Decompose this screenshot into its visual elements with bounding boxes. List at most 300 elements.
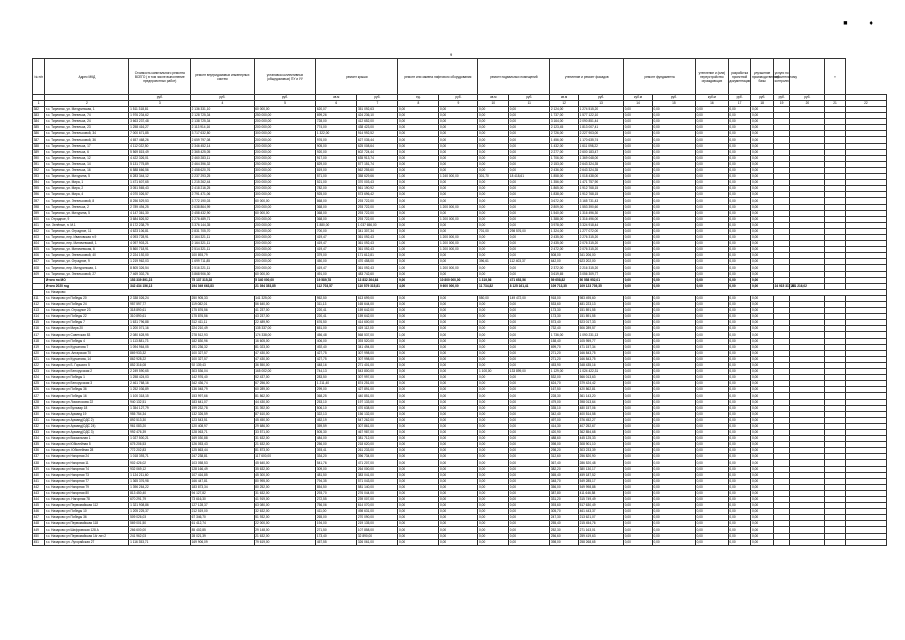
table-cell: 411,00 <box>316 509 357 515</box>
table-cell: 47 430,00 <box>254 356 316 362</box>
table-cell: 0,00 <box>751 192 774 198</box>
unit-cell: ед. <box>398 95 439 101</box>
table-cell: 199 232,78 <box>191 405 255 411</box>
table-cell: 0,00 <box>439 143 478 149</box>
table-cell: 415 <box>33 320 45 326</box>
table-cell: 0,00 <box>695 186 728 192</box>
table-cell: 308 901,10 <box>578 442 623 448</box>
table-cell: 0,00 <box>624 283 653 289</box>
table-cell: 1 100,00 <box>478 369 509 375</box>
table-cell: 361 092,43 <box>357 241 398 247</box>
table-cell: 293 722,00 <box>357 210 398 216</box>
table-cell: 442 <box>33 484 45 490</box>
table-cell: 424 236,10 <box>357 113 398 119</box>
table-cell: 0,00 <box>695 442 728 448</box>
table-cell: 0,00 <box>624 369 653 375</box>
table-cell: 0,00 <box>728 143 751 149</box>
table-cell: 0,00 <box>728 241 751 247</box>
table-cell: 976,00 <box>316 137 357 143</box>
table-cell: 0,00 <box>624 149 653 155</box>
table-cell: 19 589,78 <box>316 277 357 283</box>
table-cell: 0,00 <box>728 234 751 240</box>
table-cell: 446 <box>33 509 45 515</box>
table-cell: 1 094 964,05 <box>129 344 191 350</box>
table-cell: 1 838,00 <box>550 192 579 198</box>
table-cell: 427 <box>33 393 45 399</box>
table-cell: г.о. Тирлянск, ул. Мичурина, 5 <box>45 210 129 216</box>
table-cell: 419,47 <box>316 234 357 240</box>
table-cell: 0,00 <box>728 344 751 350</box>
table-cell: 80 995,00 <box>254 478 316 484</box>
table-cell: 1 706,00 <box>550 155 579 161</box>
table-cell: 0,00 <box>439 198 478 204</box>
table-cell: п.п. Зелёные, п. М.1 <box>45 222 129 228</box>
table-cell: 0,00 <box>652 107 695 113</box>
table-cell: 0,00 <box>624 119 653 125</box>
table-cell: 0,00 <box>439 350 478 356</box>
table-cell: 394 <box>33 180 45 186</box>
column-number-cell: 15 <box>652 101 695 107</box>
table-cell: 2 460 283,11 <box>191 155 255 161</box>
table-cell: г.о. Назарово ул Нагорная 80 <box>45 490 129 496</box>
table-cell: 2 791 471,06 <box>191 192 255 198</box>
table-cell: 0,00 <box>398 521 439 527</box>
table-cell: 0,00 <box>751 393 774 399</box>
table-cell: 393 <box>33 174 45 180</box>
table-cell: г.о. Назарово ул Юбилейная 5 <box>45 442 129 448</box>
table-cell: г.о. Назарово ул Нагорная 74 <box>45 466 129 472</box>
table-cell: 1 321 908,86 <box>129 503 191 509</box>
table-cell: 239 007,00 <box>357 497 398 503</box>
table-cell: 35 632,00 <box>254 466 316 472</box>
table-cell: 1 365 376,98 <box>129 478 191 484</box>
table-cell: 1 200 000,00 <box>439 265 478 271</box>
table-cell: 0,00 <box>624 234 653 240</box>
table-cell: 467 987,00 <box>357 429 398 435</box>
table-cell: 2 458 432,90 <box>191 210 255 216</box>
table-cell: 0,00 <box>728 399 751 405</box>
table-cell: 1 976 234,62 <box>129 113 191 119</box>
table-cell: 0,00 <box>509 131 550 137</box>
table-cell: 0,00 <box>695 234 728 240</box>
table-cell: 0,00 <box>509 308 550 314</box>
table-cell: 0,00 <box>652 241 695 247</box>
header-cell: утепление и (или) переустройство ограждающих <box>695 59 728 95</box>
table-cell: 581 140,00 <box>357 484 398 490</box>
table-cell: 625 008,64 <box>357 143 398 149</box>
table-cell: 362 854,68 <box>578 429 623 435</box>
table-cell: 0,00 <box>695 375 728 381</box>
table-cell: 158,40 <box>550 338 579 344</box>
table-cell: 517 630,49 <box>578 503 623 509</box>
table-cell: 0,00 <box>751 320 774 326</box>
table-cell: 0,00 <box>439 417 478 423</box>
table-cell: 0,00 <box>751 161 774 167</box>
table-cell: 73 616,30 <box>191 497 255 503</box>
table-cell: 0,00 <box>652 442 695 448</box>
table-cell: 0,00 <box>695 332 728 338</box>
table-cell: 4 070 026,57 <box>129 192 191 198</box>
table-cell: 0,00 <box>751 180 774 186</box>
table-cell: 0,00 <box>624 417 653 423</box>
table-cell: г.о. Назарово ул Нагорная 73 <box>45 472 129 478</box>
table-cell: 0,00 <box>695 429 728 435</box>
table-cell: 0,00 <box>652 125 695 131</box>
table-cell: 0,00 <box>624 338 653 344</box>
table-cell: 300 000,00 <box>254 234 316 240</box>
table-cell: 142 976,40 <box>191 375 255 381</box>
table-cell: 0,00 <box>652 192 695 198</box>
table-cell: 399 <box>33 210 45 216</box>
table-cell: 0,00 <box>652 375 695 381</box>
table-cell: 571 043,00 <box>357 478 398 484</box>
table-cell: г.о. Тирлянск, ул. Энгельсовой, 40 <box>45 253 129 259</box>
table-cell: 0,00 <box>478 302 509 308</box>
table-cell: 52 437,00 <box>254 375 316 381</box>
table-cell: 0,00 <box>751 369 774 375</box>
table-cell: 391 <box>33 161 45 167</box>
table-cell: 60 000,00 <box>254 271 316 277</box>
page-number: 9 <box>450 52 453 57</box>
table-cell: 271,20 <box>550 350 579 356</box>
table-cell: 348 435,16 <box>578 362 623 368</box>
unit-cell: руб. <box>191 95 255 101</box>
table-cell: 728,00 <box>316 119 357 125</box>
table-cell: 0,00 <box>478 247 509 253</box>
table-cell: 8 125 161,41 <box>509 283 550 289</box>
unit-cell: руб. <box>254 95 316 101</box>
table-cell: 298 576,00 <box>509 228 550 234</box>
table-cell <box>790 539 825 545</box>
table-cell: 440 851,00 <box>357 393 398 399</box>
table-cell: 0,00 <box>695 149 728 155</box>
table-cell: 94 127,82 <box>191 490 255 496</box>
table-cell: 0,00 <box>624 423 653 429</box>
table-cell: 1 736,00 <box>550 332 579 338</box>
table-cell: 0,00 <box>398 222 439 228</box>
table-cell: 2 237 293,25 <box>191 174 255 180</box>
table-cell: 0,00 <box>751 247 774 253</box>
table-cell: 0,00 <box>652 478 695 484</box>
table-cell: 0,00 <box>509 503 550 509</box>
table-cell: 311,13 <box>316 302 357 308</box>
table-cell: 424 <box>33 375 45 381</box>
table-cell: 318 890,61 <box>129 308 191 314</box>
table-cell: г.о. Тирлянск, ул. Энгельса, 16 <box>45 167 129 173</box>
table-cell: 470 638,00 <box>357 405 398 411</box>
table-cell: 0,00 <box>624 210 653 216</box>
table-cell: 0,00 <box>624 295 653 301</box>
table-cell: 0,00 <box>751 271 774 277</box>
table-cell: 0,00 <box>695 478 728 484</box>
table-cell: 0,00 <box>478 484 509 490</box>
table-cell: 0,00 <box>624 399 653 405</box>
table-cell: 250 000,00 <box>254 161 316 167</box>
table-cell: 2 338 026,24 <box>129 295 191 301</box>
table-cell: 0,00 <box>751 332 774 338</box>
table-cell: 0,00 <box>751 448 774 454</box>
table-cell: г.о. Назарово ул Шифровская 128 А <box>45 527 129 533</box>
table-cell: 0,00 <box>652 247 695 253</box>
table-cell: 435 <box>33 442 45 448</box>
table-cell: 509 026,03 <box>129 515 191 521</box>
table-cell: 0,00 <box>624 393 653 399</box>
table-cell: 411 646,58 <box>578 490 623 496</box>
table-cell: 676,50 <box>316 320 357 326</box>
table-cell: 0,00 <box>398 393 439 399</box>
table-cell: г.о. Назарово ул Победы 16 <box>45 393 129 399</box>
table-cell: 0,00 <box>478 417 509 423</box>
table-cell: 505,30 <box>316 429 357 435</box>
table-cell: 228,30 <box>550 393 579 399</box>
section-title: г.о. Назарово <box>45 289 887 295</box>
table-cell: 105 959,77 <box>578 338 623 344</box>
table-cell: 81 862,00 <box>254 393 316 399</box>
table-cell: 0,00 <box>652 344 695 350</box>
table-cell: 0,00 <box>695 533 728 539</box>
table-cell: 0,00 <box>624 204 653 210</box>
table-cell: 182 830,96 <box>191 338 255 344</box>
table-cell: 675 206,53 <box>129 442 191 448</box>
table-cell: 0,00 <box>652 180 695 186</box>
table-cell: 79 619,00 <box>254 539 316 545</box>
table-cell: 0,00 <box>695 509 728 515</box>
table-cell: 0,00 <box>509 113 550 119</box>
table-cell: 0,00 <box>728 125 751 131</box>
table-cell: 67 256,00 <box>254 381 316 387</box>
table-cell: 117 600,00 <box>254 454 316 460</box>
table-cell: г.о. Тирлянск, ул. Мира, 4 <box>45 192 129 198</box>
table-cell: 11 734,82 <box>478 283 509 289</box>
table-cell: 271 401,00 <box>357 362 398 368</box>
table-cell: 0,00 <box>728 509 751 515</box>
table-cell: 0,00 <box>652 466 695 472</box>
table-cell: 0,00 <box>624 472 653 478</box>
table-cell: 0,00 <box>478 423 509 429</box>
table-cell: 0,00 <box>509 344 550 350</box>
header-cell: ремонт подвальных помещений <box>478 59 550 95</box>
table-cell: 0,00 <box>439 326 478 332</box>
table-cell: 0,00 <box>652 308 695 314</box>
table-cell: 200 000,00 <box>254 222 316 228</box>
table-cell: 0,00 <box>509 533 550 539</box>
table-cell: 2 516 221,11 <box>191 265 255 271</box>
table-cell: 0,00 <box>439 271 478 277</box>
header-cell: ремонт крыши <box>316 59 398 95</box>
table-cell: 412 <box>33 302 45 308</box>
table-cell: 0,00 <box>751 460 774 466</box>
table-cell: 0,00 <box>624 527 653 533</box>
table-cell: 983 495,60 <box>578 295 623 301</box>
table-cell: 41 237,00 <box>254 308 316 314</box>
table-cell: 0,00 <box>751 387 774 393</box>
table-cell: 0,00 <box>509 466 550 472</box>
table-cell: 388 <box>33 143 45 149</box>
table-cell: 1 277 072,00 <box>578 228 623 234</box>
table-cell: 0,00 <box>751 125 774 131</box>
table-cell: 61 412,74 <box>191 521 255 527</box>
table-cell: 0,00 <box>398 527 439 533</box>
table-cell: 0,00 <box>478 332 509 338</box>
table-cell: 191 236,32 <box>191 344 255 350</box>
table-cell: 0,00 <box>728 326 751 332</box>
table-cell: 447 <box>33 515 45 521</box>
table-cell: 0,00 <box>728 338 751 344</box>
table-cell: 0,00 <box>728 436 751 442</box>
table-cell: 932 069,12 <box>129 466 191 472</box>
table-cell: 0,00 <box>509 265 550 271</box>
table-cell: 0,00 <box>398 314 439 320</box>
table-cell: 0,00 <box>398 167 439 173</box>
table-cell: 400 <box>33 216 45 222</box>
table-cell: 0,00 <box>652 521 695 527</box>
table-cell: 300 000,00 <box>254 192 316 198</box>
table-cell: 0,00 <box>439 137 478 143</box>
table-cell: 918,00 <box>550 295 579 301</box>
table-cell: 488,60 <box>550 436 579 442</box>
table-cell: 0,00 <box>652 216 695 222</box>
table-cell: 250 905,33 <box>191 295 255 301</box>
table-cell: г.о. Назарово ул Нагорная 24 <box>45 454 129 460</box>
table-cell: 623 202,00 <box>578 259 623 265</box>
table-cell: 874 251,00 <box>357 381 398 387</box>
table-cell: 0,00 <box>509 417 550 423</box>
table-cell: 420 862,81 <box>578 387 623 393</box>
table-cell: 0,00 <box>751 399 774 405</box>
table-cell: 1 316 496,30 <box>578 210 623 216</box>
table-cell: 0,00 <box>695 393 728 399</box>
table-cell: 0,00 <box>624 326 653 332</box>
table-cell: 109 123 739,35 <box>578 283 623 289</box>
table-cell: 298,20 <box>550 448 579 454</box>
table-cell: 481 223,13 <box>578 302 623 308</box>
table-cell: г.о. Тирлянск, ул. Отрадное, 11 <box>45 228 129 234</box>
table-cell: 0,00 <box>751 490 774 496</box>
table-cell: 0,00 <box>439 497 478 503</box>
table-cell: 0,00 <box>478 448 509 454</box>
table-cell: 200 000,00 <box>254 186 316 192</box>
table-cell: 0,00 <box>478 131 509 137</box>
table-cell: 0,00 <box>728 503 751 509</box>
table-cell: 0,00 <box>509 253 550 259</box>
table-cell: 149 472,00 <box>509 295 550 301</box>
table-cell: 0,00 <box>751 314 774 320</box>
table-cell: 261 233,00 <box>357 448 398 454</box>
header-cell: услуги по строительному контролю <box>773 59 789 95</box>
table-cell: 22 000,00 <box>254 521 316 527</box>
table-cell: 0,00 <box>728 174 751 180</box>
table-cell: 2 276 315,20 <box>578 234 623 240</box>
table-cell: 13 832 264,64 <box>357 277 398 283</box>
table-cell: 1 258 416,27 <box>129 125 191 131</box>
table-cell: 627 035,44 <box>357 137 398 143</box>
unit-cell: руб. <box>357 95 398 101</box>
table-cell: 0,00 <box>509 362 550 368</box>
table-cell: 0,00 <box>728 417 751 423</box>
table-cell: г.о. Назарово ул Арманд(ОДС 24) <box>45 423 129 429</box>
table-cell: 0,00 <box>439 527 478 533</box>
table-cell: 175 876,56 <box>191 308 255 314</box>
table-cell: 0,00 <box>652 338 695 344</box>
table-cell: 0,00 <box>751 210 774 216</box>
table-cell: г.о. Назарово ул Б. Горького 5 <box>45 362 129 368</box>
table-cell: 0,00 <box>728 192 751 198</box>
table-cell: 0,00 <box>652 113 695 119</box>
table-cell: 0,00 <box>695 247 728 253</box>
table-cell: 2 153,00 <box>550 161 579 167</box>
table-cell: 44 430,00 <box>254 399 316 405</box>
table-cell: 3 056 309,77 <box>578 271 623 277</box>
table-cell: 0,00 <box>751 222 774 228</box>
table-cell: 100 327,57 <box>191 356 255 362</box>
table-cell: 0,00 <box>509 497 550 503</box>
table-cell: 385 <box>33 125 45 131</box>
table-cell: 670 291,79 <box>129 497 191 503</box>
page-corner-marks: ■ ♦ <box>843 20 883 27</box>
table-cell: 2 216 315,20 <box>578 265 623 271</box>
table-cell: 0,00 <box>509 216 550 222</box>
table-cell: 0,00 <box>728 253 751 259</box>
table-cell: 0,00 <box>398 302 439 308</box>
table-cell: 756,06 <box>316 503 357 509</box>
table-cell: 0,00 <box>652 362 695 368</box>
table-cell: 0,00 <box>728 113 751 119</box>
table-cell: 0,00 <box>478 143 509 149</box>
unit-cell: кв.м <box>316 95 357 101</box>
table-cell: 253,10 <box>316 399 357 405</box>
table-cell: 0,00 <box>624 113 653 119</box>
table-cell: 305,70 <box>550 509 579 515</box>
table-cell: 0,00 <box>652 369 695 375</box>
table-cell: 0,00 <box>439 503 478 509</box>
table-cell: г.о. Назарово ул. Юбилейная 28 <box>45 448 129 454</box>
table-cell: 0,00 <box>398 210 439 216</box>
table-cell: 744,13 <box>316 369 357 375</box>
table-cell: 307 998,00 <box>357 356 398 362</box>
table-cell: 0,00 <box>398 143 439 149</box>
table-cell: 452,19 <box>316 417 357 423</box>
table-cell: 312,60 <box>550 454 579 460</box>
table-cell: 445 125,33 <box>578 436 623 442</box>
table-cell: 0,00 <box>652 497 695 503</box>
table-cell: 100 893,79 <box>191 253 255 259</box>
table-cell: 212 519,00 <box>191 509 255 515</box>
table-cell: 0,00 <box>751 167 774 173</box>
table-cell: 24 915 317,36 <box>774 283 795 288</box>
table-cell: 0,00 <box>624 356 653 362</box>
table-cell: 0,00 <box>624 509 653 515</box>
table-cell: 0,00 <box>728 484 751 490</box>
table-cell <box>773 539 789 545</box>
table-cell: 0,00 <box>728 369 751 375</box>
table-cell: 829,00 <box>316 161 357 167</box>
table-cell: 0,00 <box>478 137 509 143</box>
table-cell: 0,00 <box>398 308 439 314</box>
table-cell: 384 <box>33 119 45 125</box>
table-cell: 379 424,42 <box>578 381 623 387</box>
table-cell: 0,00 <box>751 436 774 442</box>
table-cell: 1,00 <box>398 265 439 271</box>
table-cell: 0,00 <box>624 241 653 247</box>
table-cell: 0,00 <box>728 314 751 320</box>
table-cell: 772 202,83 <box>129 448 191 454</box>
table-cell: 902 426,02 <box>129 460 191 466</box>
table-cell: 3 165 731,43 <box>578 198 623 204</box>
column-number-cell: 14 <box>624 101 653 107</box>
table-cell: 241 962,03 <box>129 533 191 539</box>
table-cell: 0,00 <box>695 198 728 204</box>
table-cell: 0,00 <box>652 277 695 283</box>
